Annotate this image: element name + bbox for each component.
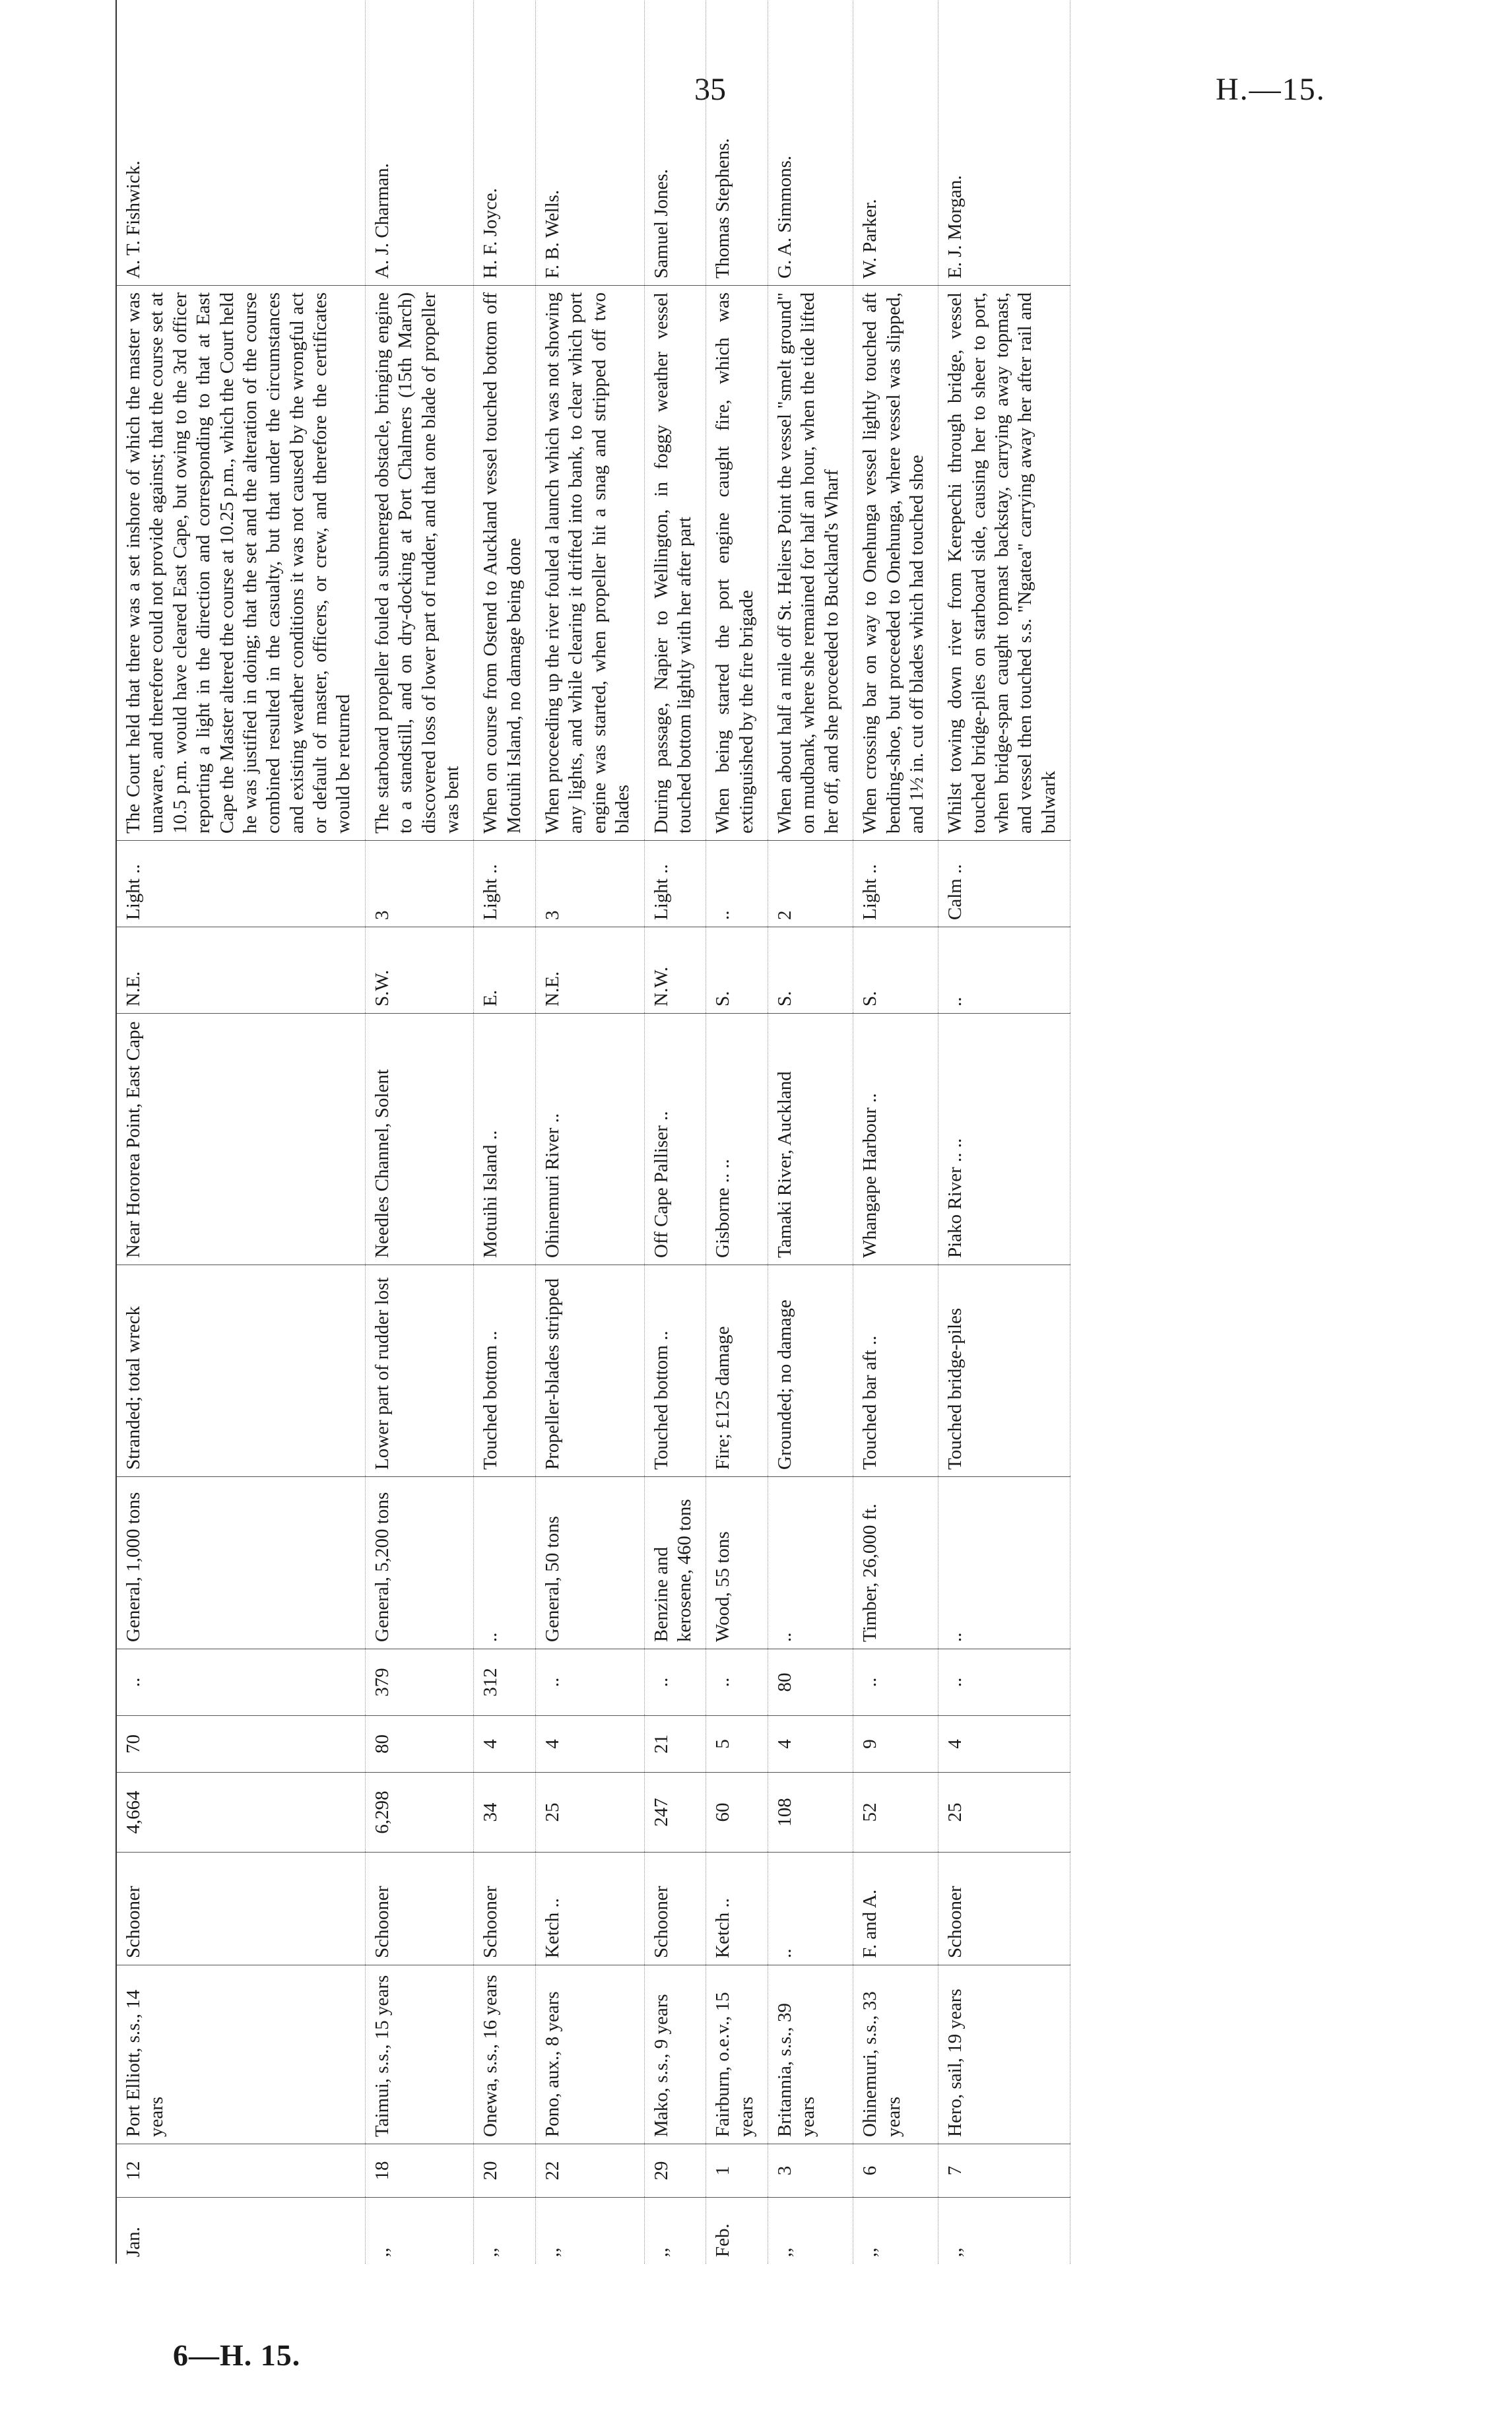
- table-row: [365, 0, 474, 2264]
- cell-place: Tamaki River, Auckland: [768, 1014, 853, 1265]
- cell-passengers: ..: [938, 1649, 1070, 1716]
- cell-tonnage: 60: [706, 1773, 768, 1853]
- cell-wind-direction: S.: [853, 927, 938, 1014]
- cell-month: Feb.: [712, 2223, 734, 2257]
- cell-place: Gisborne .. ..: [706, 1014, 768, 1265]
- cell-passengers: 379: [365, 1649, 474, 1716]
- cell-day: 29: [644, 2144, 706, 2198]
- cell-vessel: Mako, s.s., 9 years: [644, 1965, 706, 2144]
- cell-wind-force: Light ..: [474, 841, 536, 927]
- cell-wind-force: Light ..: [116, 841, 365, 927]
- cell-passengers: ..: [853, 1649, 938, 1716]
- cell-crew: 5: [706, 1716, 768, 1773]
- cell-passengers: ..: [644, 1649, 706, 1716]
- cell-rig: ..: [768, 1853, 853, 1965]
- cell-month: ,,: [774, 2247, 795, 2257]
- cell-name: A. J. Charman.: [365, 0, 474, 286]
- cell-name: Thomas Stephens.: [706, 0, 768, 286]
- cell-nature: Grounded; no damage: [768, 1265, 853, 1477]
- cell-detail: The starboard propeller fouled a submerged obstacle, bringing engine to a standstill, and on dry-docking at Port Chalmers (15th March) discovered loss of lower part of rudder, and that one blade of propeller was bent: [365, 286, 474, 841]
- cell-nature: Touched bar aft ..: [853, 1265, 938, 1477]
- cell-vessel: Port Elliott, s.s., 14 years: [116, 1965, 365, 2144]
- cell-cargo: ..: [938, 1477, 1070, 1649]
- cell-detail: When being started the port engine caught fire, which was extinguished by the fire brigade: [706, 286, 768, 841]
- table-row: [706, 0, 768, 2264]
- cell-month: ,,: [371, 2247, 393, 2257]
- cell-cargo: ..: [768, 1477, 853, 1649]
- cell-place: Piako River .. ..: [938, 1014, 1070, 1265]
- cell-day: 3: [768, 2144, 853, 2198]
- cell-passengers: ..: [536, 1649, 645, 1716]
- cell-name: H. F. Joyce.: [474, 0, 536, 286]
- cell-detail: During passage, Napier to Wellington, in foggy weather vessel touched bottom lightly with her after part: [644, 286, 706, 841]
- cell-cargo: General, 50 tons: [536, 1477, 645, 1649]
- cell-passengers: 312: [474, 1649, 536, 1716]
- cell-month: ,,: [859, 2247, 881, 2257]
- cell-wind-force: Light ..: [853, 841, 938, 927]
- cell-wind-direction: S.: [768, 927, 853, 1014]
- cell-detail: When about half a mile off St. Heliers Point the vessel "smelt ground" on mudbank, where she remained for half an hour, when the tide lifted her off, and she proceeded to Buckland's Wharf: [768, 286, 853, 841]
- cell-day: 6: [853, 2144, 938, 2198]
- cell-tonnage: 25: [536, 1773, 645, 1853]
- cell-vessel: Taimui, s.s., 15 years: [365, 1965, 474, 2144]
- cell-wind-force: 2: [768, 841, 853, 927]
- cell-wind-force: 3: [536, 841, 645, 927]
- cell-nature: Stranded; total wreck: [116, 1265, 365, 1477]
- table-row: [938, 0, 1070, 2264]
- cell-nature: Propeller-blades stripped: [536, 1265, 645, 1477]
- footer-code: 6—H. 15.: [173, 2338, 301, 2372]
- cell-crew: 9: [853, 1716, 938, 1773]
- cell-tonnage: 247: [644, 1773, 706, 1853]
- cell-tonnage: 52: [853, 1773, 938, 1853]
- cell-wind-force: 3: [365, 841, 474, 927]
- cell-cargo: Wood, 55 tons: [706, 1477, 768, 1649]
- cell-rig: Schooner: [116, 1853, 365, 1965]
- cell-day: 7: [938, 2144, 1070, 2198]
- cell-crew: 70: [116, 1716, 365, 1773]
- cell-name: Samuel Jones.: [644, 0, 706, 286]
- cell-crew: 80: [365, 1716, 474, 1773]
- cell-nature: Lower part of rudder lost: [365, 1265, 474, 1477]
- cell-place: Ohinemuri River ..: [536, 1014, 645, 1265]
- cell-rig: Ketch ..: [706, 1853, 768, 1965]
- page-number: 35: [694, 72, 726, 107]
- table-row: [474, 0, 536, 2264]
- cell-month: ,,: [542, 2247, 563, 2257]
- cell-nature: Touched bridge-piles: [938, 1265, 1070, 1477]
- cell-tonnage: 25: [938, 1773, 1070, 1853]
- cell-rig: Schooner: [474, 1853, 536, 1965]
- table-row: [768, 0, 853, 2264]
- cell-nature: Touched bottom ..: [644, 1265, 706, 1477]
- cell-day: 1: [706, 2144, 768, 2198]
- cell-crew: 4: [474, 1716, 536, 1773]
- cell-vessel: Fairburn, o.e.v., 15 years: [706, 1965, 768, 2144]
- cell-name: F. B. Wells.: [536, 0, 645, 286]
- cell-month: ,,: [944, 2247, 966, 2257]
- cell-place: Motuihi Island ..: [474, 1014, 536, 1265]
- cell-vessel: Ohinemuri, s.s., 33 years: [853, 1965, 938, 2144]
- cell-passengers: ..: [116, 1649, 365, 1716]
- cell-name: W. Parker.: [853, 0, 938, 286]
- cell-name: G. A. Simmons.: [768, 0, 853, 286]
- cell-cargo: Benzine and kerosene, 460 tons: [644, 1477, 706, 1649]
- cell-wind-force: Light ..: [644, 841, 706, 927]
- cell-tonnage: 6,298: [365, 1773, 474, 1853]
- cell-rig: Schooner: [365, 1853, 474, 1965]
- cell-wind-force: ..: [706, 841, 768, 927]
- cell-nature: Fire; £125 damage: [706, 1265, 768, 1477]
- casualty-table: [115, 0, 1070, 2264]
- cell-vessel: Onewa, s.s., 16 years: [474, 1965, 536, 2144]
- cell-cargo: General, 5,200 tons: [365, 1477, 474, 1649]
- cell-nature: Touched bottom ..: [474, 1265, 536, 1477]
- cell-month: ,,: [650, 2247, 672, 2257]
- table-row: [116, 0, 365, 2264]
- cell-name: A. T. Fishwick.: [116, 0, 365, 286]
- cell-place: Whangape Harbour ..: [853, 1014, 938, 1265]
- cell-name: E. J. Morgan.: [938, 0, 1070, 286]
- cell-wind-direction: N.E.: [536, 927, 645, 1014]
- table-row: [536, 0, 645, 2264]
- cell-detail: The Court held that there was a set inshore of which the master was unaware, and therefore could not provide against; that the course set at 10.5 p.m. would have cleared East Cape, but owing to the 3rd officer reporting a light in the direction and corresponding to that at East Cape the Master altered the course at 10.25 p.m., which the Court held he was justified in doing; that the set and the alteration of the course combined resulted in the casualty, but that under the circumstances and existing weather conditions it was not caused by the wrongful act or default of master, officers, or crew, and therefore the certificates would be returned: [116, 286, 365, 841]
- cell-day: 20: [474, 2144, 536, 2198]
- cell-cargo: General, 1,000 tons: [116, 1477, 365, 1649]
- cell-wind-direction: S.: [706, 927, 768, 1014]
- cell-tonnage: 34: [474, 1773, 536, 1853]
- table-row: [644, 0, 706, 2264]
- cell-wind-direction: ..: [938, 927, 1070, 1014]
- cell-detail: When crossing bar on way to Onehunga vessel lightly touched aft bending-shoe, but proceeded to Onehunga, where vessel was slipped, and 1½ in. cut off blades which had touched shoe: [853, 286, 938, 841]
- cell-cargo: ..: [474, 1477, 536, 1649]
- rotated-table-container: [115, 125, 1303, 2264]
- cell-detail: Whilst towing down river from Kerepechi through bridge, vessel touched bridge-piles on starboard side, causing her to sheer to port, when bridge-span caught topmast backstay, carrying away topmast, and vessel then touched s.s. "Ngatea" carrying away her after rail and bulwark: [938, 286, 1070, 841]
- cell-detail: When on course from Ostend to Auckland vessel touched bottom off Motuihi Island, no damage being done: [474, 286, 536, 841]
- cell-detail: When proceeding up the river fouled a launch which was not showing any lights, and while clearing it drifted into bank, to clear which port engine was started, when propeller hit a snag and stripped off two blades: [536, 286, 645, 841]
- cell-rig: Schooner: [938, 1853, 1070, 1965]
- cell-cargo: Timber, 26,000 ft.: [853, 1477, 938, 1649]
- cell-crew: 21: [644, 1716, 706, 1773]
- paper-code: H.—15.: [1216, 72, 1326, 107]
- cell-rig: Ketch ..: [536, 1853, 645, 1965]
- cell-passengers: 80: [768, 1649, 853, 1716]
- cell-wind-direction: E.: [474, 927, 536, 1014]
- cell-crew: 4: [938, 1716, 1070, 1773]
- cell-crew: 4: [536, 1716, 645, 1773]
- cell-place: Needles Channel, Solent: [365, 1014, 474, 1265]
- cell-vessel: Hero, sail, 19 years: [938, 1965, 1070, 2144]
- cell-month: ,,: [480, 2247, 502, 2257]
- cell-tonnage: 108: [768, 1773, 853, 1853]
- cell-vessel: Britannia, s.s., 39 years: [768, 1965, 853, 2144]
- cell-vessel: Pono, aux., 8 years: [536, 1965, 645, 2144]
- cell-place: Near Hororea Point, East Cape: [116, 1014, 365, 1265]
- cell-wind-direction: N.E.: [116, 927, 365, 1014]
- cell-passengers: ..: [706, 1649, 768, 1716]
- cell-day: 12: [116, 2144, 365, 2198]
- cell-rig: F. and A.: [853, 1853, 938, 1965]
- cell-wind-direction: N.W.: [644, 927, 706, 1014]
- cell-wind-force: Calm ..: [938, 841, 1070, 927]
- cell-crew: 4: [768, 1716, 853, 1773]
- cell-day: 22: [536, 2144, 645, 2198]
- casualty-table-body: [116, 0, 1070, 2264]
- table-row: [853, 0, 938, 2264]
- cell-place: Off Cape Palliser ..: [644, 1014, 706, 1265]
- cell-day: 18: [365, 2144, 474, 2198]
- cell-tonnage: 4,664: [116, 1773, 365, 1853]
- cell-rig: Schooner: [644, 1853, 706, 1965]
- cell-wind-direction: S.W.: [365, 927, 474, 1014]
- cell-month: Jan.: [116, 2198, 365, 2264]
